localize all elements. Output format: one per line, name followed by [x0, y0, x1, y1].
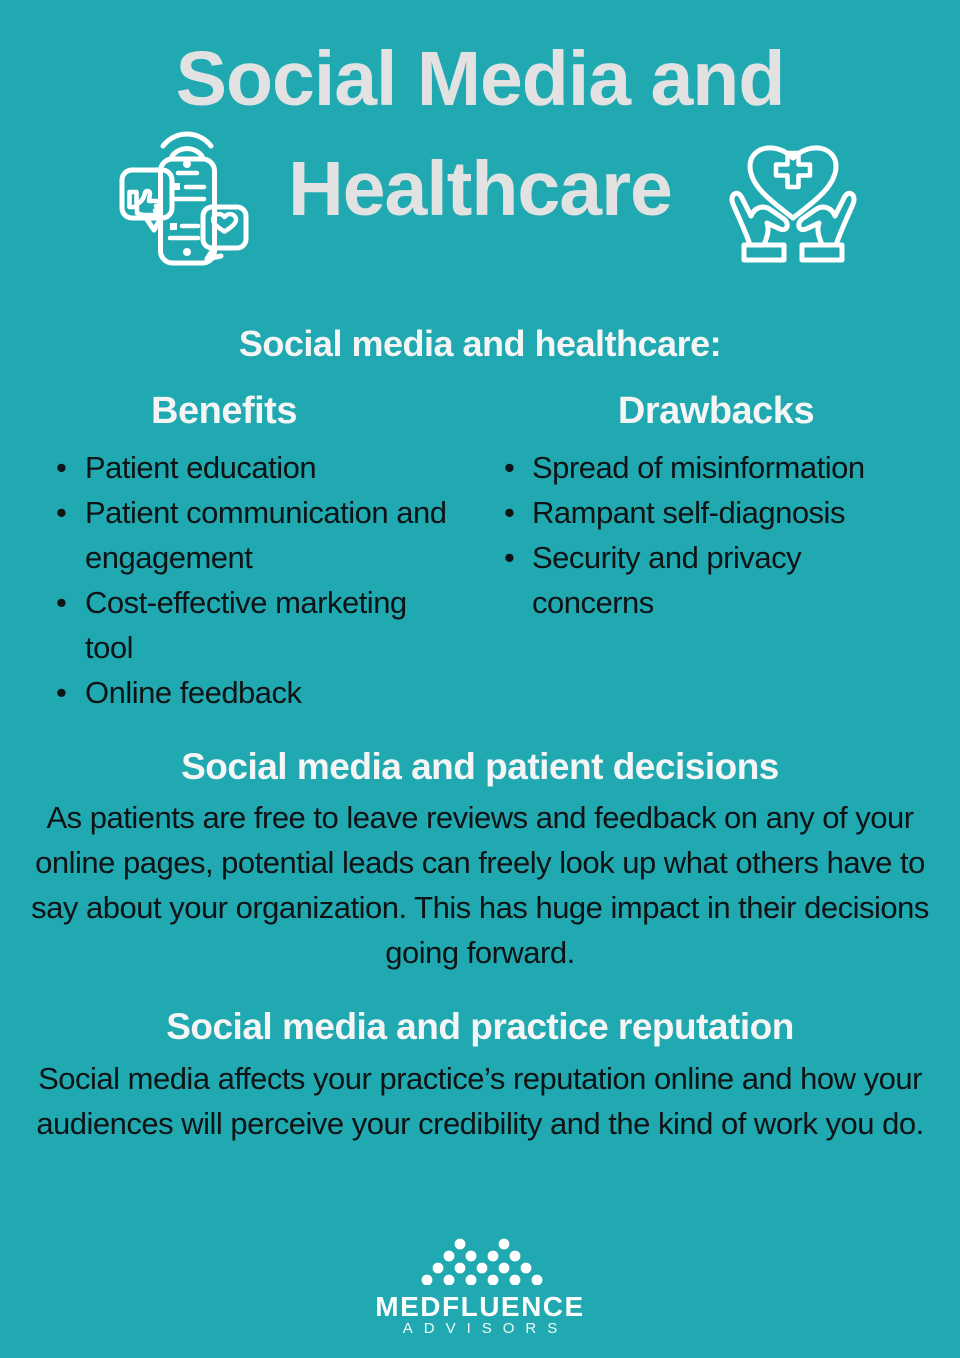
list-item: • Online feedback — [48, 670, 480, 715]
medfluence-dots-logo — [421, 1238, 543, 1285]
right-hand — [799, 193, 854, 260]
brand-tagline: ADVISORS — [402, 1320, 569, 1337]
section-body-practice-reputation: Social media affects your practice’s reputation online and how your audiences will perceive your credibility and the kind of work you do. — [36, 1061, 924, 1141]
list-item: • Patient education — [48, 445, 480, 490]
hands-holding-medical-heart-icon — [708, 123, 878, 273]
heart-bubble — [203, 207, 246, 248]
brand-name: MEDFLUENCE — [375, 1291, 585, 1322]
drawbacks-column — [480, 389, 912, 715]
list-item: • Spread of misinformation — [480, 445, 912, 490]
pros-cons-columns — [48, 389, 912, 715]
benefits-list — [48, 445, 480, 715]
thumbs-up-hand — [137, 191, 159, 215]
wifi-mid-arc — [172, 149, 202, 156]
left-hand — [732, 193, 787, 260]
title-line-2: Healthcare — [288, 146, 672, 232]
social-media-phone-icon — [110, 113, 260, 273]
post-avatar-square-bottom — [170, 223, 177, 230]
list-item: • Rampant self-diagnosis — [480, 490, 912, 535]
list-item: • Patient communication and engagement — [48, 490, 480, 580]
list-item: • Cost-effective marketing tool — [48, 580, 480, 670]
drawbacks-heading: Drawbacks — [617, 390, 815, 432]
wifi-outer-arc — [163, 134, 211, 146]
title-line-1: Social Media and — [175, 36, 785, 122]
drawbacks-list — [480, 445, 912, 625]
benefits-column — [48, 389, 480, 715]
benefits-heading: Benefits — [151, 390, 297, 432]
section-heading-practice-reputation: Social media and practice reputation — [166, 1006, 794, 1047]
section-heading-patient-decisions: Social media and patient decisions — [181, 746, 779, 787]
section-body-patient-decisions: As patients are free to leave reviews and feedback on any of your online pages, potential leads can freely look up what others have to say about your organization. This has huge impact in their decisions going forward. — [31, 800, 929, 970]
overview-heading: Social media and healthcare: — [238, 323, 722, 364]
phone-home-dot — [183, 248, 191, 256]
list-item: • Security and privacy concerns — [480, 535, 912, 625]
